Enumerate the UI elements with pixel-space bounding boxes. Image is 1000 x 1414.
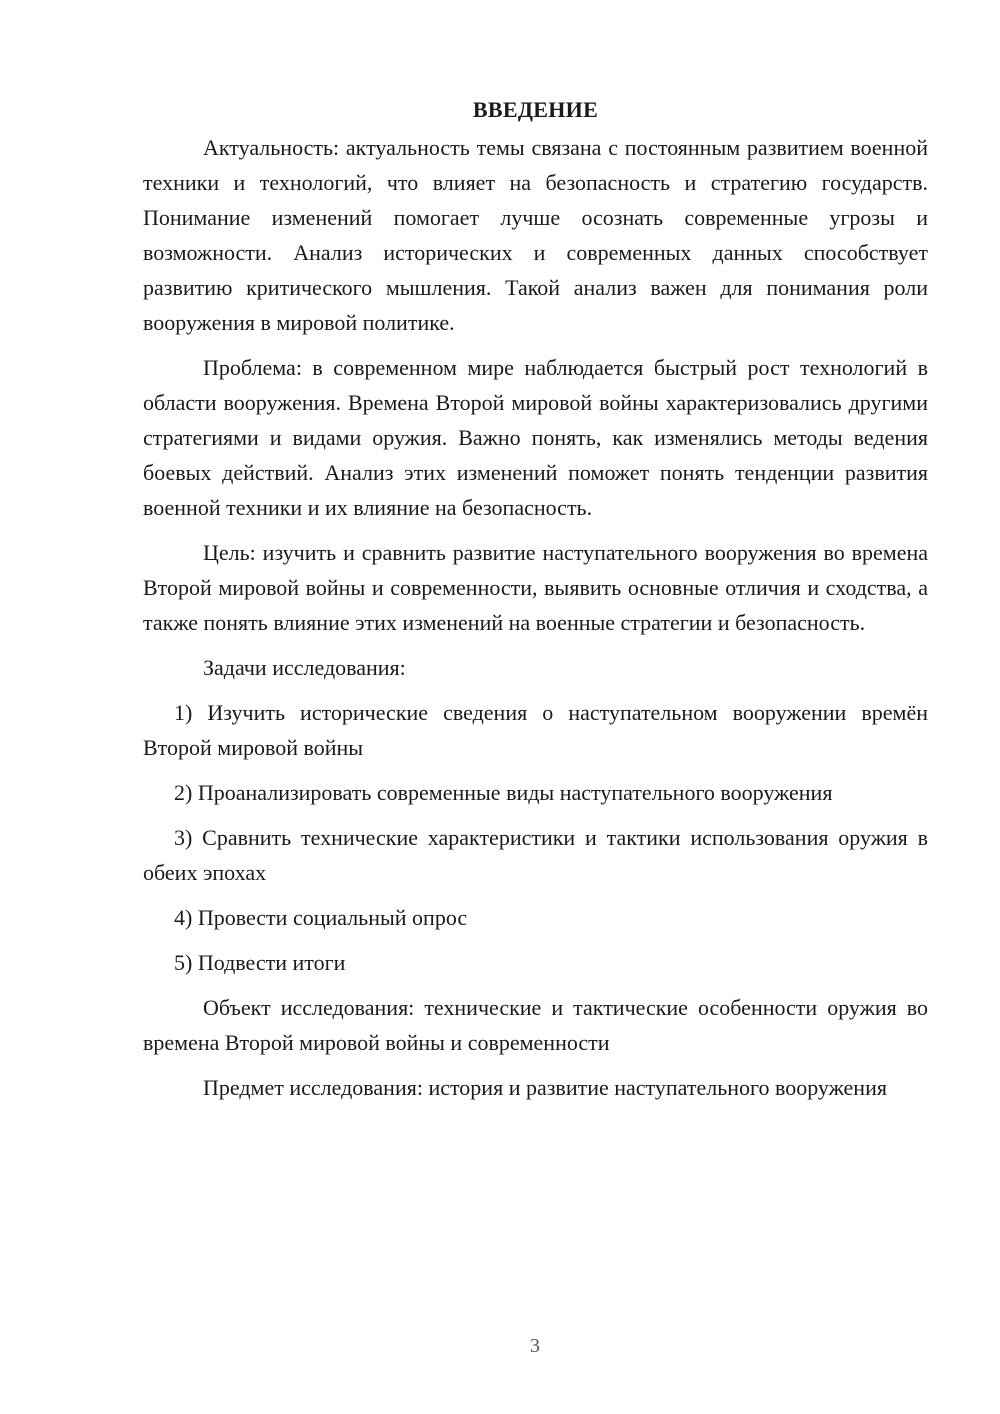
paragraph-goal: Цель: изучить и сравнить развитие наступательного вооружения во времена Второй мировой войны и современности, выявить основные отличия и сходства, а также понять влияние этих изменений на военные стратегии и безопасность. (143, 540, 928, 635)
document-page (143, 92, 928, 1115)
task-item: 4) Провести социальный опрос (174, 905, 468, 930)
tasks-heading: Задачи исследования: (203, 655, 406, 680)
paragraph-subject: Предмет исследования: история и развитие наступательного вооружения (203, 1075, 887, 1100)
page-number: 3 (530, 1335, 540, 1357)
paragraph-relevance: Актуальность: актуальность темы связана с постоянным развитием военной техники и технологий, что влияет на безопасность и стратегию государств. Понимание изменений помогает лучше осознать современные угрозы и возможности. Анализ исторических и современных данных способствует развитию критического мышления. Такой анализ важен для понимания роли вооружения в мировой политике. (143, 135, 928, 335)
paragraph-problem: Проблема: в современном мире наблюдается быстрый рост технологий в области вооружения. Времена Второй мировой войны характеризовались другими стратегиями и видами оружия. Важно понять, как изменялись методы ведения боевых действий. Анализ этих изменений поможет понять тенденции развития военной техники и их влияние на безопасность. (143, 355, 928, 520)
task-item: 2) Проанализировать современные виды наступательного вооружения (174, 780, 833, 805)
task-item: 1) Изучить исторические сведения о наступательном вооружении времён Второй мировой войны (143, 700, 928, 760)
section-title: ВВЕДЕНИЕ (472, 97, 599, 122)
task-item: 5) Подвести итоги (174, 950, 346, 975)
paragraph-object: Объект исследования: технические и тактические особенности оружия во времена Второй мировой войны и современности (143, 995, 928, 1055)
task-item: 3) Сравнить технические характеристики и тактики использования оружия в обеих эпохах (143, 825, 928, 885)
